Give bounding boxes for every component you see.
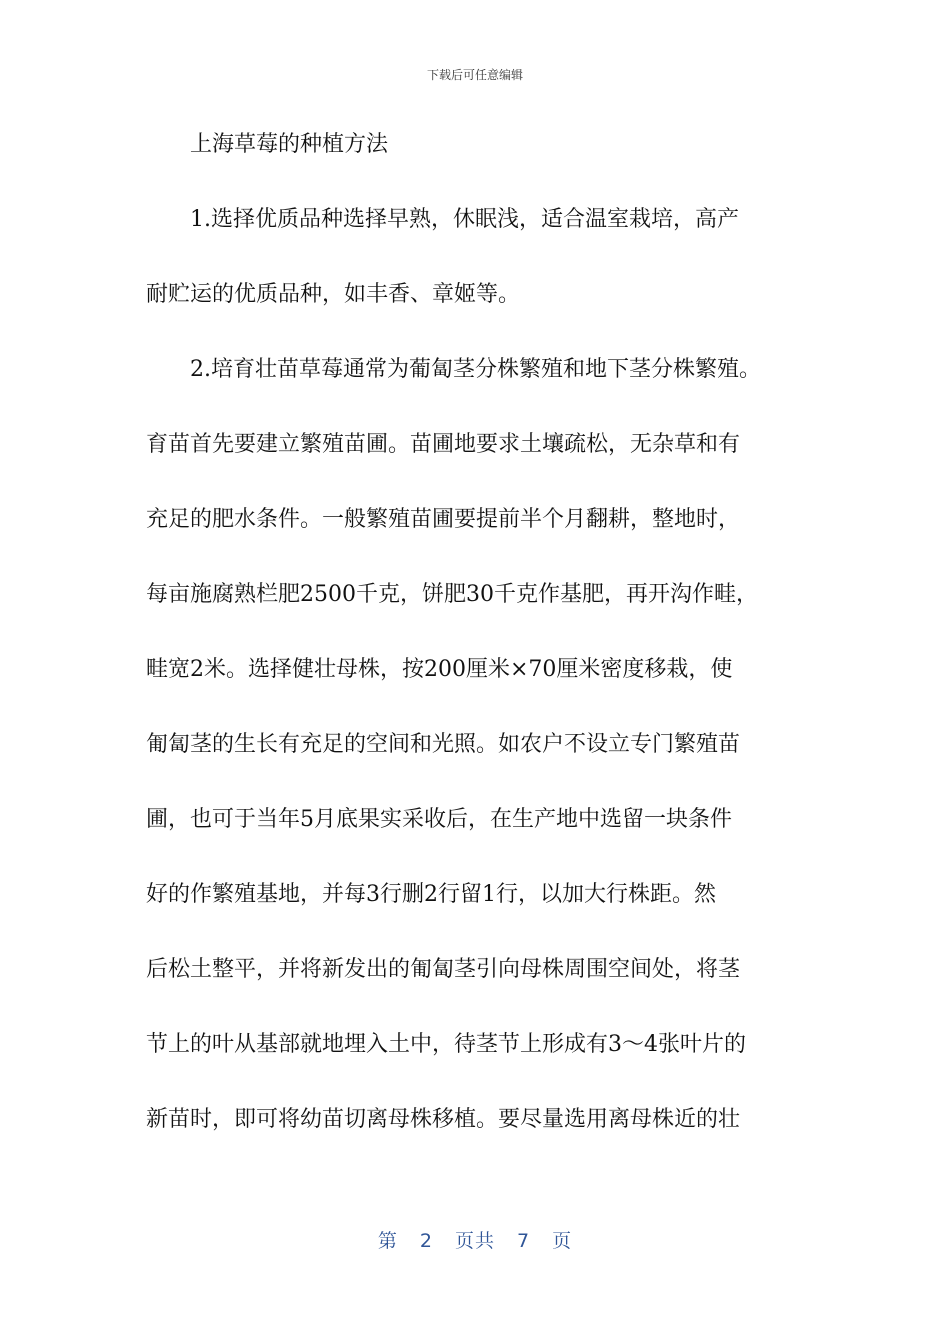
footer-middle: 页共 [454,1230,495,1252]
paragraph-1-line-2: 耐贮运的优质品种，如丰香、章姬等。 [146,282,521,307]
paragraph-2-line-11: 新苗时，即可将幼苗切离母株移植。要尽量选用离母株近的壮 [146,1107,741,1132]
paragraph-2-line-3: 充足的肥水条件。一般繁殖苗圃要提前半个月翻耕，整地时， [146,507,741,532]
header-note: 下载后可任意编辑 [426,68,523,82]
paragraph-2-line-6: 匍匐茎的生长有充足的空间和光照。如农户不设立专门繁殖苗 [146,732,741,757]
paragraph-2-line-9: 后松土整平，并将新发出的匍匐茎引向母株周围空间处，将茎 [146,957,741,982]
paragraph-1-line-1: 1.选择优质品种选择早熟，休眠浅，适合温室栽培，高产 [190,207,739,232]
paragraph-2-line-8: 好的作繁殖基地，并每3行删2行留1行，以加大行株距。然 [146,882,716,907]
footer-suffix: 页 [552,1230,573,1252]
paragraph-2-line-10: 节上的叶从基部就地埋入土中，待茎节上形成有3～4张叶片的 [146,1032,746,1057]
paragraph-2-line-7: 圃，也可于当年5月底果实采收后，在生产地中选留一块条件 [146,807,732,832]
paragraph-2-line-5: 畦宽2米。选择健壮母株，按200厘米×70厘米密度移栽，使 [146,657,733,682]
paragraph-2-line-4: 每亩施腐熟栏肥2500千克，饼肥30千克作基肥，再开沟作畦， [146,582,758,607]
page-footer [0,1226,950,1253]
footer-prefix: 第 [377,1230,398,1252]
document-title: 上海草莓的种植方法 [190,132,389,157]
paragraph-2-line-1: 2.培育壮苗草莓通常为葡匐茎分株繁殖和地下茎分株繁殖。 [190,357,761,382]
footer-total-pages: 7 [517,1230,531,1252]
footer-current-page: 2 [419,1230,433,1252]
paragraph-2-line-2: 育苗首先要建立繁殖苗圃。苗圃地要求土壤疏松，无杂草和有 [146,432,741,457]
